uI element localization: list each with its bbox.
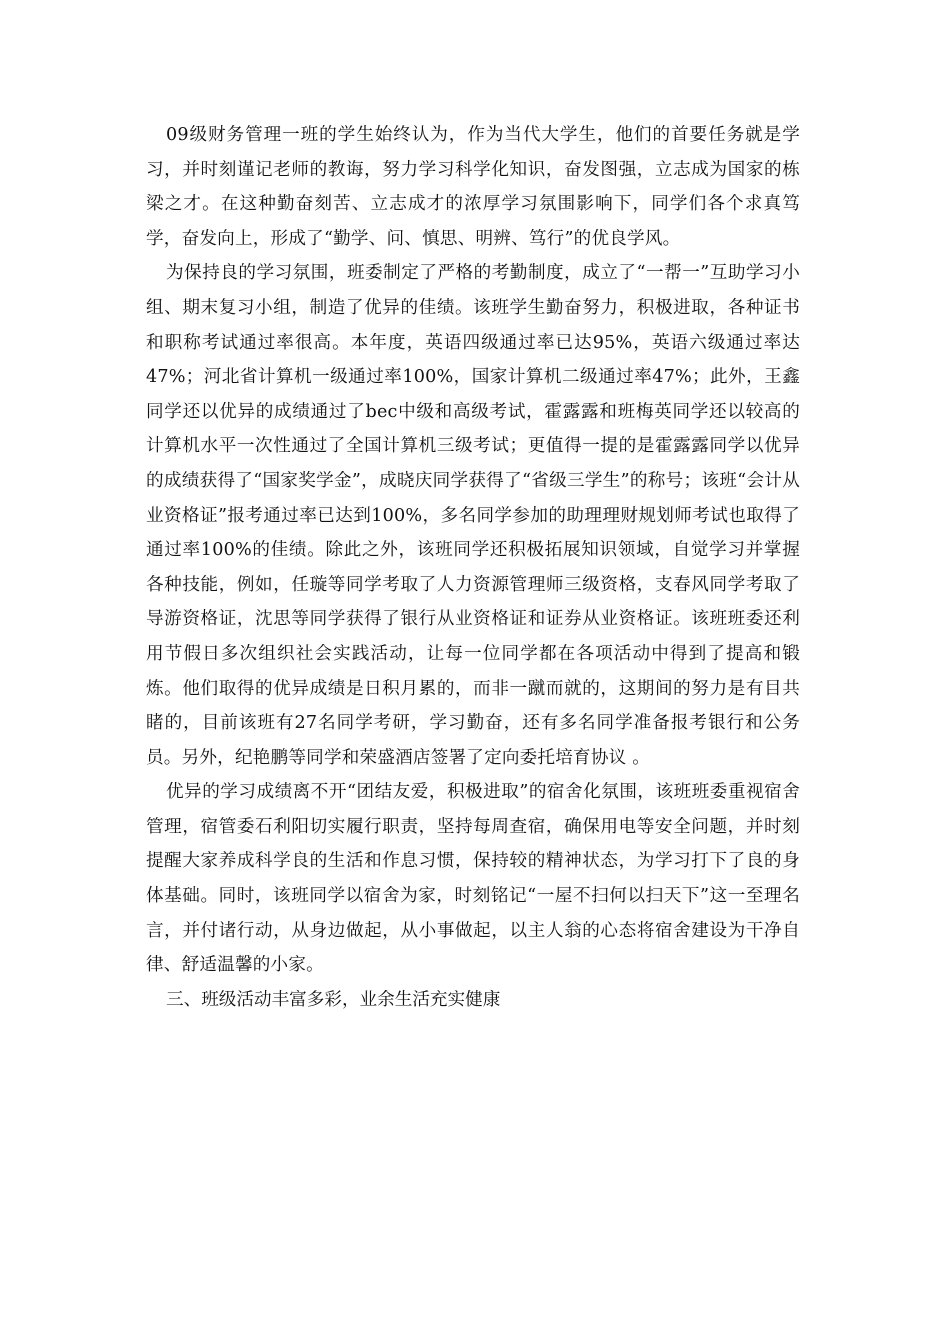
paragraph-study-attitude: 09级财务管理一班的学生始终认为，作为当代大学生，他们的首要任务就是学习，并时刻谨记老师的教诲，努力学习科学化知识，奋发图强，立志成为国家的栋梁之才。在这种勤奋刻苦、立志成才的浓厚学习氛围影响下，同学们各个求真笃学，奋发向上，形成了“勤学、问、慎思、明辨、笃行”的优良学风。 [146,125,800,249]
paragraph-dormitory-management: 优异的学习成绩离不开“团结友爱，积极进取”的宿舍化氛围，该班班委重视宿舍管理，宿管委石利阳切实履行职责，坚持每周查宿，确保用电等安全问题，并时刻提醒大家养成科学良的生活和作息习惯，保持较的精神状态，为学习打下了良的身体基础。同时，该班同学以宿舍为家，时刻铭记“一屋不扫何以扫天下”这一至理名言，并付诸行动，从身边做起，从小事做起，以主人翁的心态将宿舍建设为干净自律、舒适温馨的小家。 [146,782,800,976]
paragraph-study-achievements: 为保持良的学习氛围，班委制定了严格的考勤制度，成立了“一帮一”互助学习小组、期末复习小组，制造了优异的佳绩。该班学生勤奋努力，积极进取，各种证书和职称考试通过率很高。本年度，英语四级通过率已达95%，英语六级通过率达47%；河北省计算机一级通过率100%，国家计算机二级通过率47%；此外，王鑫同学还以优异的成绩通过了bec中级和高级考试，霍露露和班梅英同学还以较高的计算机水平一次性通过了全国计算机三级考试；更值得一提的是霍露露同学以优异的成绩获得了“国家奖学金”，成晓庆同学获得了“省级三学生”的称号；该班“会计从业资格证”报考通过率已达到100%，多名同学参加的助理理财规划师考试也取得了通过率100%的佳绩。除此之外，该班同学还积极拓展知识领域，自觉学习并掌握各种技能，例如，任璇等同学考取了人力资源管理师三级资格，支春风同学考取了导游资格证，沈思等同学获得了银行从业资格证和证券从业资格证。该班班委还利用节假日多次组织社会实践活动，让每一位同学都在各项活动中得到了提高和锻炼。他们取得的优异成绩是日积月累的，而非一蹴而就的，这期间的努力是有目共睹的，目前该班有27名同学考研，学习勤奋，还有多名同学准备报考银行和公务员。另外，纪艳鹏等同学和荣盛酒店签署了定向委托培育协议 。 [146,263,800,768]
section-heading: 三、班级活动丰富多彩，业余生活充实健康 [166,989,501,1010]
